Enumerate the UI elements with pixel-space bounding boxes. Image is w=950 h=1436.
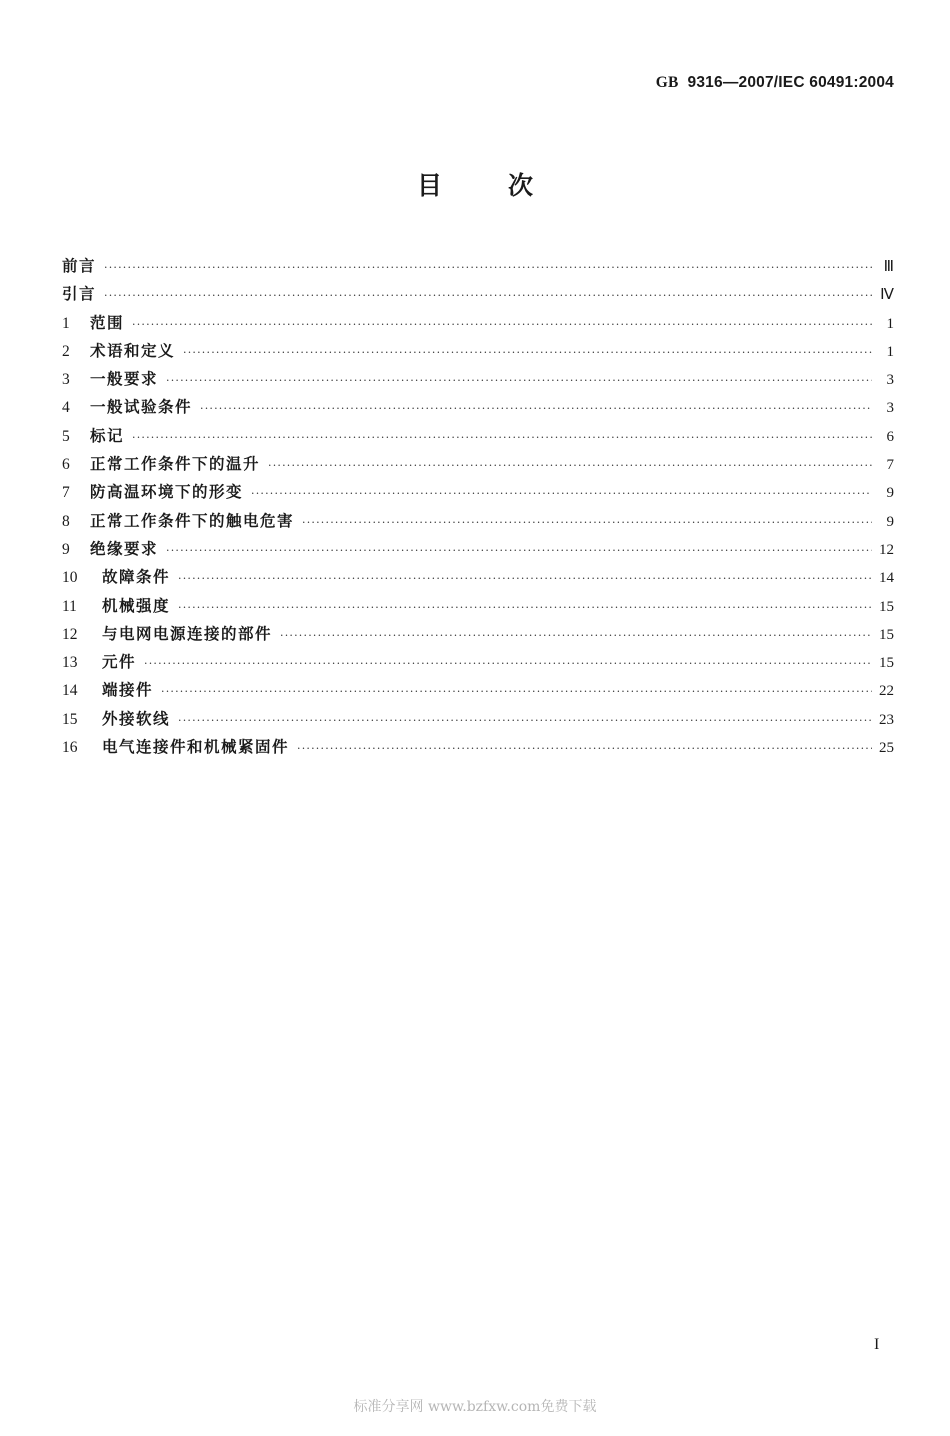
- toc-entry[interactable]: [62, 367, 894, 395]
- dot-leader: [297, 742, 872, 755]
- toc-entry[interactable]: [62, 452, 894, 480]
- dot-leader: [166, 544, 872, 557]
- toc-entry-page: 14: [879, 570, 894, 587]
- toc-entry[interactable]: [62, 395, 894, 423]
- dot-leader: [302, 516, 872, 529]
- toc-entry-label: 一般试验条件: [90, 398, 193, 417]
- standard-code: 9316—2007/IEC 60491:2004: [687, 74, 894, 91]
- toc-entry-label: 绝缘要求: [90, 539, 159, 558]
- dot-leader: [200, 402, 872, 415]
- toc-entry[interactable]: [62, 424, 894, 452]
- toc-entry-label: 标记: [90, 426, 125, 445]
- toc-entry-page: 9: [886, 513, 894, 530]
- toc-entry-number: 12: [62, 625, 78, 643]
- title-char-1: 目: [416, 171, 442, 200]
- toc-entry-label: 引言: [62, 285, 97, 304]
- dot-leader: [178, 601, 872, 614]
- toc-entry-page: Ⅲ: [883, 259, 894, 275]
- dot-leader: [132, 318, 872, 331]
- toc-entry-label: 正常工作条件下的温升: [90, 455, 261, 474]
- toc-entry-number: 13: [62, 654, 78, 672]
- toc-entry-page: 22: [879, 683, 894, 700]
- toc-entry-page: 15: [879, 626, 894, 643]
- toc-entry-label: 元件: [102, 653, 137, 672]
- toc-entry-page: 7: [886, 457, 894, 474]
- toc-entry[interactable]: [62, 594, 894, 622]
- page-number: I: [874, 1336, 880, 1353]
- toc-entry-page: 9: [886, 485, 894, 502]
- page-title: [0, 166, 950, 202]
- dot-leader: [104, 261, 872, 274]
- toc-entry-number: 15: [62, 710, 78, 728]
- toc-entry[interactable]: [62, 480, 894, 508]
- table-of-contents: [62, 254, 894, 763]
- dot-leader: [280, 629, 872, 642]
- dot-leader: [166, 374, 872, 387]
- toc-entry-label: 一般要求: [90, 370, 159, 389]
- dot-leader: [161, 685, 872, 698]
- toc-entry[interactable]: [62, 678, 894, 706]
- dot-leader: [178, 714, 872, 727]
- toc-entry-label: 外接软线: [102, 709, 171, 728]
- toc-entry-label: 防高温环境下的形变: [90, 483, 244, 502]
- toc-entry-label: 与电网电源连接的部件: [102, 624, 273, 643]
- dot-leader: [183, 346, 872, 359]
- toc-entry-label: 术语和定义: [90, 341, 176, 360]
- toc-entry-number: 16: [62, 739, 78, 757]
- toc-entry-number: 3: [62, 371, 70, 389]
- standard-code-header: [656, 74, 894, 92]
- toc-entry-page: 25: [879, 740, 894, 757]
- toc-entry[interactable]: [62, 622, 894, 650]
- toc-entry-label: 前言: [62, 257, 97, 275]
- toc-entry-number: 4: [62, 399, 70, 417]
- toc-entry-page: 1: [886, 343, 894, 360]
- toc-entry-page: 1: [886, 315, 894, 332]
- toc-entry[interactable]: [62, 254, 894, 282]
- toc-entry-number: 14: [62, 682, 78, 700]
- dot-leader: [144, 657, 872, 670]
- toc-entry-page: 3: [886, 372, 894, 389]
- toc-entry[interactable]: [62, 565, 894, 593]
- toc-entry-number: 1: [62, 314, 70, 332]
- toc-entry-page: 15: [879, 598, 894, 615]
- toc-entry[interactable]: [62, 537, 894, 565]
- toc-entry-number: 9: [62, 540, 70, 558]
- toc-entry-page: 12: [879, 541, 894, 558]
- toc-entry-label: 正常工作条件下的触电危害: [90, 511, 295, 530]
- toc-entry-page: Ⅳ: [880, 287, 894, 304]
- dot-leader: [268, 459, 872, 472]
- toc-entry-number: 2: [62, 342, 70, 360]
- toc-entry-number: 7: [62, 484, 70, 502]
- toc-entry-label: 端接件: [102, 681, 154, 700]
- watermark: 标准分享网 www.bzfxw.com免费下载: [353, 1399, 597, 1415]
- toc-entry-label: 电气连接件和机械紧固件: [102, 738, 290, 757]
- dot-leader: [178, 572, 872, 585]
- toc-entry-page: 3: [886, 400, 894, 417]
- toc-entry-number: 11: [62, 597, 77, 615]
- toc-entry-label: 机械强度: [102, 596, 171, 615]
- toc-entry-page: 15: [879, 655, 894, 672]
- toc-entry[interactable]: [62, 282, 894, 310]
- dot-leader: [251, 487, 872, 500]
- toc-entry-number: 6: [62, 456, 70, 474]
- toc-entry[interactable]: [62, 509, 894, 537]
- toc-entry-number: 8: [62, 512, 70, 530]
- toc-entry-label: 故障条件: [102, 568, 171, 587]
- toc-entry-label: 范围: [90, 313, 125, 332]
- standard-prefix: GB: [655, 74, 679, 91]
- toc-entry[interactable]: [62, 339, 894, 367]
- dot-leader: [132, 431, 872, 444]
- toc-entry-page: 6: [886, 428, 894, 445]
- toc-entry-page: 23: [879, 711, 894, 728]
- dot-leader: [104, 289, 872, 302]
- toc-entry[interactable]: [62, 707, 894, 735]
- toc-entry[interactable]: [62, 650, 894, 678]
- toc-entry[interactable]: [62, 735, 894, 763]
- title-char-2: 次: [508, 171, 534, 200]
- toc-entry-number: 10: [62, 569, 78, 587]
- toc-entry[interactable]: [62, 311, 894, 339]
- toc-entry-number: 5: [62, 427, 70, 445]
